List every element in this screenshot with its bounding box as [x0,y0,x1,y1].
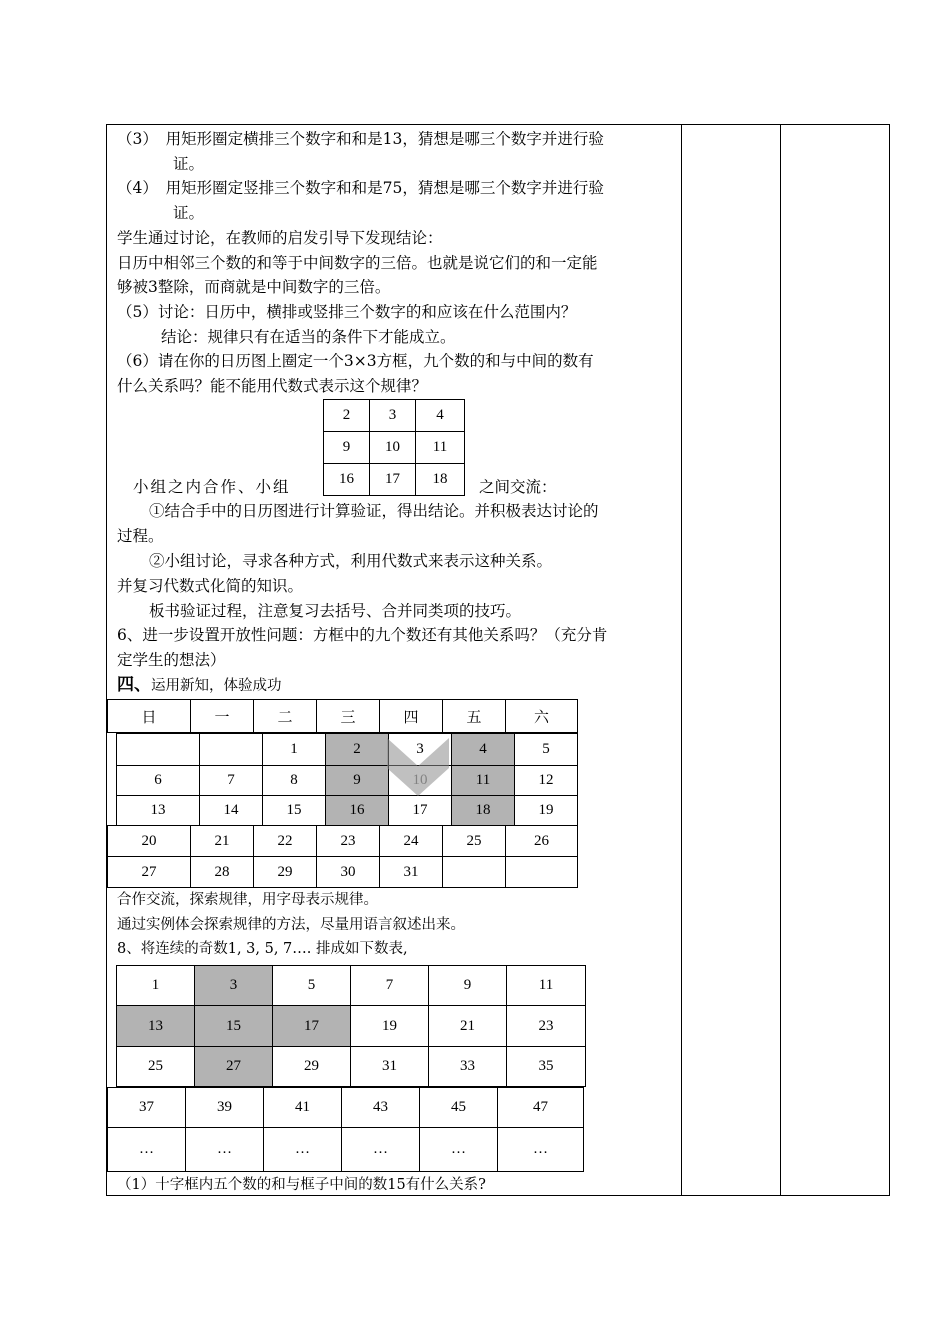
lesson-table [106,124,890,1196]
odd-cell: 7 [351,966,429,1006]
weekday-cell: 六 [506,700,578,733]
calendar-lower [107,825,578,888]
calendar-cell: 15 [263,796,326,826]
calendar-cell: 20 [108,826,191,857]
odd-cell: 33 [429,1047,507,1087]
calendar-cell: 4 [452,734,515,766]
odd-cell: 35 [507,1047,586,1087]
group-text-left: 小组之内合作、小组 [133,478,291,496]
calendar-cell: 2 [326,734,389,766]
odd-cell: 31 [351,1047,429,1087]
odd-cell: 25 [117,1047,195,1087]
calendar-cell: 24 [380,826,443,857]
odd-cell: 41 [264,1088,342,1128]
odd-table-lower [107,1087,584,1172]
grid-cell: 4 [416,400,465,432]
text-line: 结论：规律只有在适当的条件下才能成立。 [161,328,456,346]
text-line: 证。 [173,204,205,222]
calendar-cell: 22 [254,826,317,857]
text-line: 日历中相邻三个数的和等于中间数字的三倍。也就是说它们的和一定能 [117,254,598,272]
calendar-cell: 3 [389,734,452,766]
text-line: （6）请在你的日历图上圈定一个3×3方框，九个数的和与中间的数有 [117,352,594,370]
grid-cell: 2 [324,400,370,432]
text-line: 学生通过讨论，在教师的启发引导下发现结论： [117,229,443,247]
column-divider [780,125,781,1195]
grid-3x3 [323,399,465,496]
text-line: （1）十字框内五个数的和与框子中间的数15有什么关系? [117,1177,486,1193]
odd-cell: … [108,1128,186,1172]
weekday-cell: 二 [254,700,317,733]
section-number: 四、 [117,675,151,695]
text-line: 合作交流，探索规律，用字母表示规律。 [117,892,378,908]
odd-cell: 37 [108,1088,186,1128]
weekday-cell: 五 [443,700,506,733]
calendar-cell: 8 [263,766,326,796]
calendar-cell: 21 [191,826,254,857]
calendar-cell: 27 [108,857,191,888]
calendar-cell [506,857,578,888]
calendar-cell: 29 [254,857,317,888]
calendar-cell [200,734,263,766]
calendar-cell: 9 [326,766,389,796]
calendar-cell: 16 [326,796,389,826]
odd-cell: 5 [273,966,351,1006]
odd-cell: … [186,1128,264,1172]
odd-cell: 27 [195,1047,273,1087]
calendar-cell: 19 [515,796,578,826]
weekday-cell: 一 [191,700,254,733]
odd-cell: … [498,1128,584,1172]
odd-cell: 19 [351,1006,429,1047]
calendar-cell: 18 [452,796,515,826]
odd-cell: 9 [429,966,507,1006]
calendar-cell: 23 [317,826,380,857]
text-line: 够被3整除，而商就是中间数字的三倍。 [117,278,391,296]
grid-cell: 10 [370,432,416,464]
odd-cell: … [420,1128,498,1172]
calendar-cell: 7 [200,766,263,796]
calendar-cell: 31 [380,857,443,888]
text-line: 并复习代数式化简的知识。 [117,577,304,595]
calendar-cell: 12 [515,766,578,796]
grid-cell: 16 [324,464,370,496]
group-text-right: 之间交流： [479,478,557,496]
weekday-cell: 日 [108,700,191,733]
calendar-header [107,699,578,733]
text-line: 6、进一步设置开放性问题：方框中的九个数还有其他关系吗？（充分肯 [117,626,608,644]
text-line: 定学生的想法） [117,651,226,669]
chevron-shape [387,738,449,800]
odd-cell: … [264,1128,342,1172]
weekday-cell: 四 [380,700,443,733]
calendar-upper [116,733,578,826]
calendar-cell: 26 [506,826,578,857]
calendar-cell: 1 [263,734,326,766]
column-divider [681,125,682,1195]
text-line: ①结合手中的日历图进行计算验证，得出结论。并积极表达讨论的 [149,502,599,520]
odd-cell: 29 [273,1047,351,1087]
odd-cell: 3 [195,966,273,1006]
odd-cell: 21 [429,1006,507,1047]
calendar-cell [117,734,200,766]
text-line: （4） 用矩形圈定竖排三个数字和和是75，猜想是哪三个数字并进行验 [117,179,604,197]
calendar-cell: 25 [443,826,506,857]
calendar-cell: 6 [117,766,200,796]
calendar-cell: 5 [515,734,578,766]
text-line: 过程。 [117,527,164,545]
calendar-cell: 11 [452,766,515,796]
section-title: 运用新知，体验成功 [151,678,282,694]
calendar-cell: 30 [317,857,380,888]
text-line: ②小组讨论，寻求各种方式，利用代数式来表示这种关系。 [149,552,553,570]
grid-cell: 18 [416,464,465,496]
odd-cell: 17 [273,1006,351,1047]
text-line: （3） 用矩形圈定横排三个数字和和是13，猜想是哪三个数字并进行验 [117,130,604,148]
odd-cell: 23 [507,1006,586,1047]
calendar-cell: 14 [200,796,263,826]
section-heading [117,675,282,696]
calendar-cell: 17 [389,796,452,826]
odd-cell: 1 [117,966,195,1006]
grid-cell: 3 [370,400,416,432]
odd-cell: 39 [186,1088,264,1128]
calendar-cell [443,857,506,888]
odd-table-upper [116,965,586,1087]
calendar-cell: 28 [191,857,254,888]
grid-cell: 17 [370,464,416,496]
text-line: 什么关系吗？能不能用代数式表示这个规律？ [117,377,428,395]
text-line: 板书验证过程，注意复习去括号、合并同类项的技巧。 [149,602,522,620]
odd-cell: 15 [195,1006,273,1047]
odd-cell: 43 [342,1088,420,1128]
calendar-cell: 13 [117,796,200,826]
text-line: 证。 [173,155,205,173]
weekday-cell: 三 [317,700,380,733]
odd-cell: 13 [117,1006,195,1047]
odd-cell: … [342,1128,420,1172]
text-line: （5）讨论：日历中，横排或竖排三个数字的和应该在什么范围内？ [117,303,577,321]
odd-cell: 47 [498,1088,584,1128]
grid-cell: 11 [416,432,465,464]
text-line: 通过实例体会探索规律的方法，尽量用语言叙述出来。 [117,917,465,933]
main-cell [107,125,681,1195]
odd-cell: 45 [420,1088,498,1128]
odd-cell: 11 [507,966,586,1006]
grid-cell: 9 [324,432,370,464]
text-line: 8、将连续的奇数1, 3, 5, 7…. 排成如下数表, [117,941,408,957]
